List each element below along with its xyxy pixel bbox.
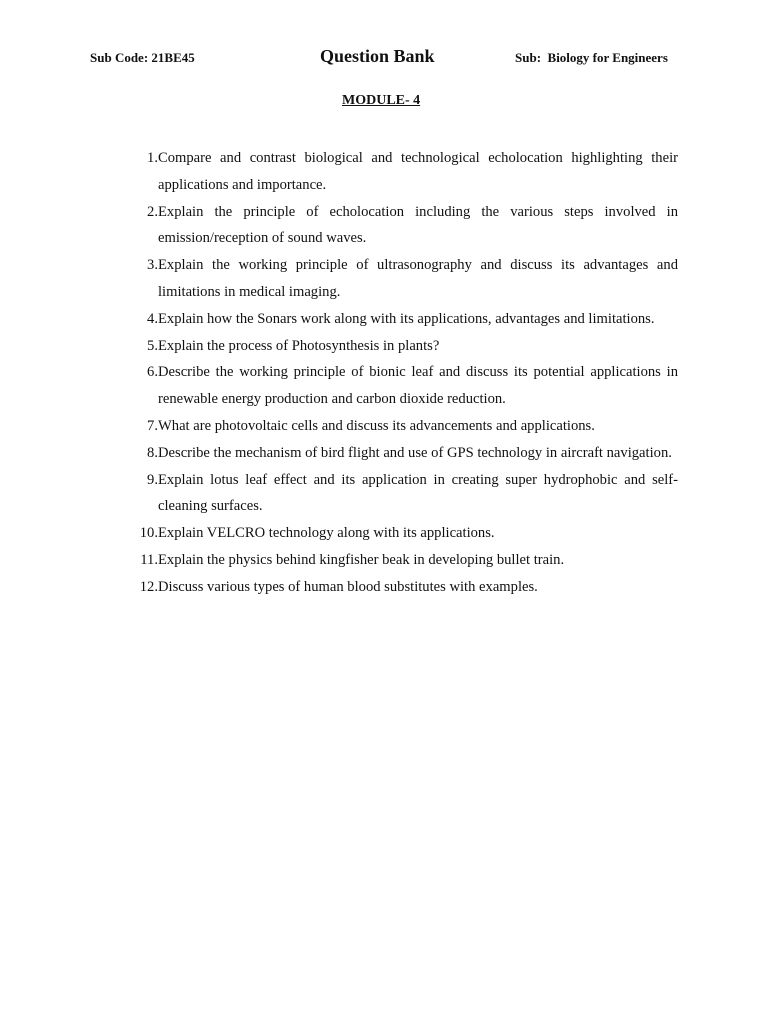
question-number: 6. [147,364,158,381]
subject-name: Sub: Biology for Engineers [515,50,668,65]
question-text: Explain VELCRO technology along with its applications. [158,525,495,542]
subject-code: Sub Code: 21BE45 [90,50,195,65]
question-text: Describe the mechanism of bird flight and use of GPS technology in aircraft navigation. [158,444,672,461]
question-number: 12. [139,578,158,595]
question-item [130,440,678,467]
question-text: Explain how the Sonars work along with its applications, advantages and limitations. [158,310,655,327]
question-item [130,145,678,199]
question-list [130,145,678,601]
question-text: Compare and contrast biological and technological echolocation highlighting their applications and importance. [158,150,678,193]
question-item [130,359,678,413]
question-number: 11. [140,551,158,568]
question-item [130,520,678,547]
document-title: Question Bank [320,46,435,66]
question-item [130,467,678,521]
question-number: 7. [147,417,158,434]
question-text: Explain the physics behind kingfisher beak in developing bullet train. [158,551,565,568]
question-number: 3. [147,257,158,274]
question-item [130,306,678,333]
question-text: Describe the working principle of bionic leaf and discuss its potential applications in renewable energy production and carbon dioxide reduction. [158,364,678,408]
question-number: 4. [147,310,158,327]
question-number: 5. [147,337,158,354]
question-item [130,574,678,601]
question-number: 1. [147,150,158,166]
question-number: 10. [139,525,158,542]
question-item [130,199,678,253]
question-text: What are photovoltaic cells and discuss its advancements and applications. [158,417,595,434]
question-text: Explain the principle of echolocation including the various steps involved in emission/reception of sound waves. [158,203,678,247]
question-item [130,333,678,360]
question-text: Discuss various types of human blood substitutes with examples. [158,578,538,595]
module-heading: MODULE- 4 [342,93,421,108]
question-number: 8. [147,444,158,461]
question-text: Explain lotus leaf effect and its application in creating super hydrophobic and self-cleaning surfaces. [158,471,678,515]
question-text: Explain the process of Photosynthesis in plants? [158,337,440,354]
question-number: 9. [147,471,158,488]
question-item [130,547,678,574]
question-number: 2. [147,203,158,220]
question-item [130,413,678,440]
question-text: Explain the working principle of ultrasonography and discuss its advantages and limitations in medical imaging. [158,257,678,300]
question-item [130,252,678,306]
